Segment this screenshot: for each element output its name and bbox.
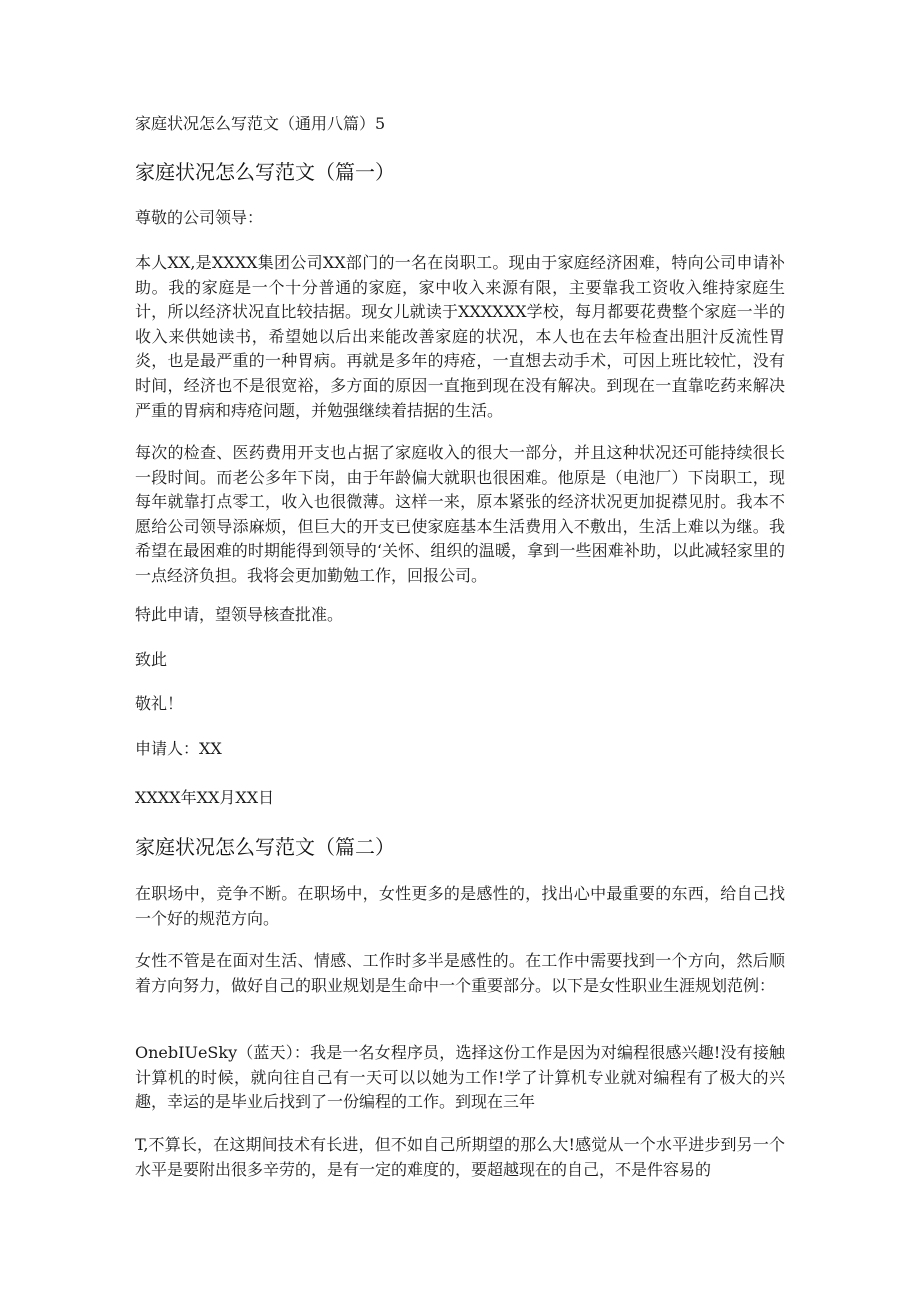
section-2-paragraph-4: T,不算长，在这期间技术有长进，但不如自己所期望的那么大!感觉从一个水平进步到另一个水平是要附出很多辛劳的，是有一定的难度的，要超越现在的自己，不是件容易的 xyxy=(135,1135,785,1179)
request-line: 特此申请，望领导核查批准。 xyxy=(135,605,344,624)
section-1-paragraph-1: 本人XX,是XXXX集团公司XX部门的一名在岗职工。现由于家庭经济困难，特向公司申请补助。我的家庭是一个十分普通的家庭，家中收入来源有限，主要靠我工资收入维持家庭生计，所以经济状况直比较拮据。现女儿就读于XXXXXX学校，每月都要花费整个家庭一半的收入来供她读书，希望她以后出来能改善家庭的状况，本人也在去年检查出胆汁反流性胃炎，也是最严重的一种胃病。再就是多年的痔疮，一直想去动手术，可因上班比较忙，没有时间，经济也不是很宽裕，多方面的原因一直拖到现在没有解决。到现在一直靠吃药来解决严重的胃病和痔疮问题，并勉强继续着拮据的生活。 xyxy=(135,253,785,420)
closing-line-2: 敬礼！ xyxy=(135,694,184,713)
date-line: XXXX年XX月XX日 xyxy=(135,788,275,807)
section-2-paragraph-3: OnebIUeSky（蓝天）：我是一名女程序员，选择这份工作是因为对编程很感兴趣!没有接触计算机的时候，就向往自己有一天可以以她为工作!学了计算机专业就对编程有了极大的兴趣，幸运的是毕业后找到了一份编程的工作。到现在三年 xyxy=(135,1043,785,1112)
section-2-paragraph-1: 在职场中，竞争不断。在职场中，女性更多的是感性的，找出心中最重要的东西，给自己找一个好的规范方向。 xyxy=(135,884,785,928)
section-1-paragraph-2: 每次的检查、医药费用开支也占据了家庭收入的很大一部分，并且这种状况还可能持续很长一段时间。而老公多年下岗，由于年龄偏大就职也很困难。他原是（电池厂）下岗职工，现每年就靠打点零工，收入也很微薄。这样一来，原本紧张的经济状况更加捉襟见肘。我本不愿给公司领导添麻烦，但巨大的开支已使家庭基本生活费用入不敷出，生活上难以为继。我希望在最困难的时期能得到领导的‘关怀、组织的温暖，拿到一些困难补助，以此减轻家里的一点经济负担。我将会更加勤勉工作，回报公司。 xyxy=(135,443,785,585)
closing-line-1: 致此 xyxy=(135,650,168,669)
section-heading-1: 家庭状况怎么写范文（篇一） xyxy=(135,160,395,184)
section-2-paragraph-2: 女性不管是在面对生活、情感、工作时多半是感性的。在工作中需要找到一个方向，然后顺着方向努力，做好自己的职业规划是生命中一个重要部分。以下是女性职业生涯规划范例： xyxy=(135,951,785,995)
document-title: 家庭状况怎么写范文（通用八篇）5 xyxy=(135,114,386,133)
section-heading-2: 家庭状况怎么写范文（篇二） xyxy=(135,835,395,859)
salutation: 尊敬的公司领导： xyxy=(135,208,264,227)
applicant-line: 申请人：XX xyxy=(135,739,222,758)
